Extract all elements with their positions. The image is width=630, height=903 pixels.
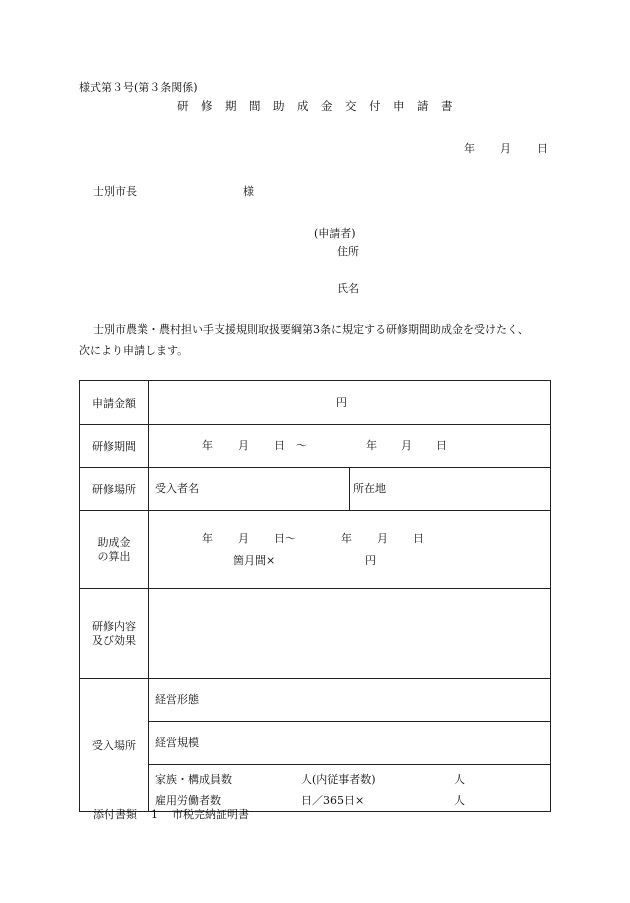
calc-label	[80, 511, 149, 589]
amount-unit: 円	[336, 396, 347, 409]
attachment-label: 添付書類	[93, 808, 137, 821]
applicant-heading: (申請者)	[314, 227, 356, 240]
applicant-address-label: 住所	[337, 245, 359, 258]
row-place	[80, 468, 551, 511]
amount-field[interactable]	[149, 381, 551, 425]
form-number: 様式第３号(第３条関係)	[79, 81, 198, 94]
host-label: 受入場所	[80, 679, 149, 812]
title-char: 成	[297, 99, 309, 113]
date-day: 日	[537, 142, 548, 155]
trainer-field[interactable]	[149, 468, 350, 511]
host-scale-label: 経営規模	[155, 736, 199, 749]
row-host-staff	[80, 765, 551, 812]
date-year: 年	[464, 142, 475, 155]
applicant-name-label: 氏名	[337, 282, 359, 295]
content-field[interactable]	[149, 589, 551, 679]
period-from-month: 月	[238, 439, 249, 452]
title-char: 修	[201, 99, 213, 113]
host-form-field[interactable]	[149, 679, 551, 722]
amount-label: 申請金額	[80, 381, 149, 425]
row-calc	[80, 511, 551, 589]
period-from-year: 年	[202, 439, 213, 452]
location-field[interactable]	[350, 468, 551, 511]
title-char: 付	[369, 99, 381, 113]
location-label: 所在地	[353, 482, 386, 495]
date-month: 月	[500, 142, 511, 155]
host-staff-field[interactable]	[149, 765, 551, 812]
calc-label-line1: 助成金	[97, 535, 131, 549]
title-char: 金	[321, 99, 333, 113]
title-char: 間	[249, 99, 261, 113]
period-to-day: 日	[436, 439, 447, 452]
row-period	[80, 425, 551, 468]
row-host-form	[80, 679, 551, 722]
calc-to-year: 年	[341, 532, 352, 545]
period-tilde: 〜	[296, 439, 307, 452]
calc-from-year: 年	[202, 532, 213, 545]
place-label: 研修場所	[80, 468, 149, 511]
calc-field[interactable]	[149, 511, 551, 589]
row-content	[80, 589, 551, 679]
trainer-label: 受入者名	[155, 482, 199, 495]
host-scale-field[interactable]	[149, 722, 551, 765]
calc-to-month: 月	[377, 532, 388, 545]
period-field[interactable]	[149, 425, 551, 468]
hired-people-unit: 人	[454, 794, 465, 807]
family-label: 家族・構成員数	[155, 773, 232, 786]
content-label	[80, 589, 149, 679]
calc-months: 箇月間×	[233, 554, 276, 567]
family-workers-unit: 人	[454, 773, 465, 786]
addressee-honorific: 様	[243, 185, 254, 198]
title-char: 助	[273, 99, 285, 113]
body-text-line2: 次により申請します。	[79, 344, 189, 357]
period-from-day: 日	[274, 439, 285, 452]
title-char: 期	[225, 99, 237, 113]
calc-yen: 円	[365, 554, 376, 567]
title-char: 請	[417, 99, 429, 113]
document-title	[177, 101, 465, 113]
addressee-city: 士別市長	[93, 185, 137, 198]
attachment-number: 1	[151, 808, 158, 821]
calc-label-line2: の算出	[97, 549, 131, 563]
title-char: 申	[393, 99, 405, 113]
calc-to-day: 日	[413, 532, 424, 545]
title-char: 研	[177, 99, 189, 113]
calc-from-day: 日〜	[274, 532, 296, 545]
host-form-label: 経営形態	[155, 693, 199, 706]
title-char: 書	[441, 99, 453, 113]
hired-days-unit: 日／365日×	[301, 794, 365, 807]
family-people-unit: 人(内従事者数)	[301, 773, 376, 786]
row-amount	[80, 381, 551, 425]
content-label-line1: 研修内容	[92, 619, 136, 633]
attachment-item: 市税完納証明書	[172, 808, 249, 821]
application-table	[79, 380, 551, 812]
content-label-line2: 及び効果	[92, 633, 136, 647]
period-label: 研修期間	[80, 425, 149, 468]
row-host-scale	[80, 722, 551, 765]
hired-label: 雇用労働者数	[155, 794, 221, 807]
period-to-month: 月	[401, 439, 412, 452]
body-text-line1: 士別市農業・農村担い手支援規則取扱要綱第3条に規定する研修期間助成金を受けたく、	[93, 323, 529, 336]
title-char: 交	[345, 99, 357, 113]
calc-from-month: 月	[238, 532, 249, 545]
period-to-year: 年	[366, 439, 377, 452]
